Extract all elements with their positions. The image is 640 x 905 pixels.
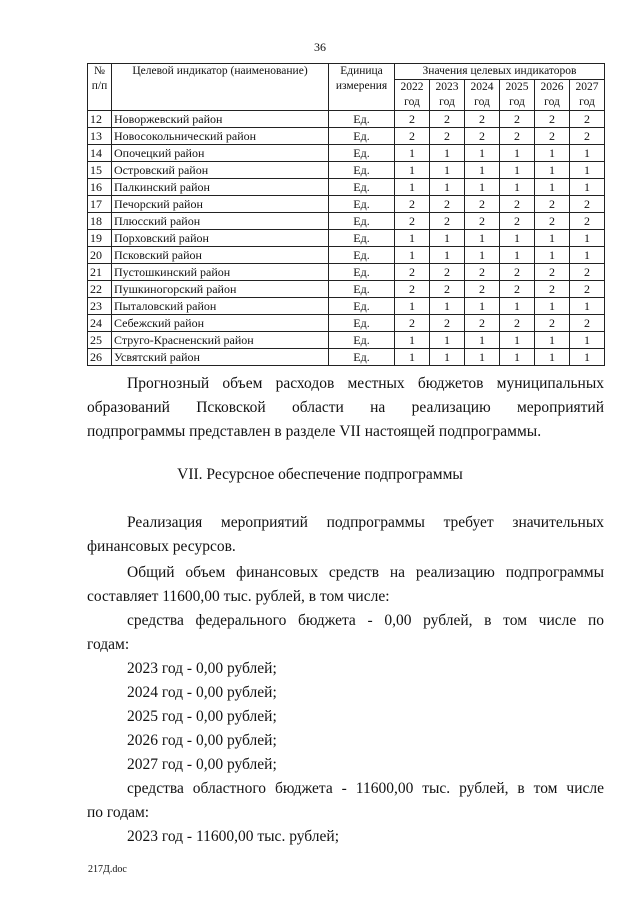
- row-name: Струго-Красненский район: [112, 332, 329, 349]
- header-year-suffix: год: [439, 96, 455, 108]
- row-value: 2: [535, 213, 570, 230]
- row-num: 22: [88, 281, 112, 298]
- row-value: 2: [500, 264, 535, 281]
- row-value: 1: [500, 332, 535, 349]
- header-year-suffix: год: [474, 96, 490, 108]
- row-value: 1: [395, 332, 430, 349]
- row-num: 23: [88, 298, 112, 315]
- row-unit: Ед.: [329, 128, 395, 145]
- table-row: [88, 145, 605, 162]
- row-unit: Ед.: [329, 213, 395, 230]
- row-unit: Ед.: [329, 162, 395, 179]
- indicators-table: [87, 63, 605, 366]
- row-value: 1: [535, 247, 570, 264]
- row-num: 14: [88, 145, 112, 162]
- row-name: Пушкиногорский район: [112, 281, 329, 298]
- row-value: 2: [430, 111, 465, 128]
- row-unit: Ед.: [329, 281, 395, 298]
- row-name: Печорский район: [112, 196, 329, 213]
- row-unit: Ед.: [329, 145, 395, 162]
- row-name: Новоржевский район: [112, 111, 329, 128]
- page-number: 36: [314, 40, 326, 54]
- row-value: 1: [465, 162, 500, 179]
- row-value: 2: [535, 281, 570, 298]
- row-num: 20: [88, 247, 112, 264]
- row-value: 2: [570, 111, 605, 128]
- row-value: 1: [465, 230, 500, 247]
- row-value: 1: [570, 298, 605, 315]
- row-unit: Ед.: [329, 179, 395, 196]
- row-value: 1: [395, 162, 430, 179]
- row-value: 1: [500, 145, 535, 162]
- row-value: 2: [535, 264, 570, 281]
- header-year-value: 2022: [400, 81, 424, 93]
- header-year: [430, 80, 465, 111]
- header-year-value: 2023: [435, 81, 459, 93]
- regional-years-list: [87, 825, 604, 849]
- row-value: 1: [430, 162, 465, 179]
- row-value: 1: [465, 298, 500, 315]
- table-row: [88, 264, 605, 281]
- row-unit: Ед.: [329, 298, 395, 315]
- row-value: 1: [500, 247, 535, 264]
- row-name: Опочецкий район: [112, 145, 329, 162]
- row-value: 1: [465, 247, 500, 264]
- row-value: 2: [500, 213, 535, 230]
- row-value: 2: [430, 196, 465, 213]
- row-unit: Ед.: [329, 230, 395, 247]
- row-unit: Ед.: [329, 264, 395, 281]
- total-paragraph: Общий объем финансовых средств на реализацию подпрограммы составляет 11600,00 тыс. рублей, в том числе:: [87, 564, 604, 605]
- row-name: Себежский район: [112, 315, 329, 332]
- row-value: 2: [430, 128, 465, 145]
- header-year: [535, 80, 570, 111]
- row-value: 1: [570, 162, 605, 179]
- row-value: 2: [465, 111, 500, 128]
- row-value: 1: [500, 162, 535, 179]
- row-name: Палкинский район: [112, 179, 329, 196]
- header-year: [465, 80, 500, 111]
- row-value: 2: [535, 111, 570, 128]
- row-value: 2: [395, 111, 430, 128]
- header-unit: Единица измерения: [329, 64, 395, 111]
- row-value: 2: [395, 281, 430, 298]
- row-value: 2: [465, 196, 500, 213]
- federal-year-item: 2025 год - 0,00 рублей;: [127, 708, 277, 725]
- row-num: 16: [88, 179, 112, 196]
- row-value: 2: [395, 315, 430, 332]
- row-value: 2: [500, 111, 535, 128]
- row-value: 1: [535, 332, 570, 349]
- row-value: 1: [500, 298, 535, 315]
- row-name: Псковский район: [112, 247, 329, 264]
- row-name: Новосокольнический район: [112, 128, 329, 145]
- row-value: 1: [500, 179, 535, 196]
- row-value: 2: [395, 264, 430, 281]
- federal-year-item: 2024 год - 0,00 рублей;: [127, 684, 277, 701]
- row-value: 1: [570, 332, 605, 349]
- header-year-suffix: год: [544, 96, 560, 108]
- header-year-suffix: год: [404, 96, 420, 108]
- row-value: 1: [430, 179, 465, 196]
- regional-year-item: 2023 год - 11600,00 тыс. рублей;: [127, 828, 339, 845]
- table-row: [88, 247, 605, 264]
- row-unit: Ед.: [329, 332, 395, 349]
- header-year: [570, 80, 605, 111]
- row-num: 25: [88, 332, 112, 349]
- table-row: [88, 111, 605, 128]
- regional-paragraph: средства областного бюджета - 11600,00 тыс. рублей, в том числе по годам:: [87, 780, 604, 821]
- row-value: 2: [535, 128, 570, 145]
- row-value: 2: [500, 315, 535, 332]
- row-value: 2: [430, 264, 465, 281]
- header-year-value: 2027: [575, 81, 599, 93]
- row-value: 2: [570, 128, 605, 145]
- row-name: Плюсский район: [112, 213, 329, 230]
- table-row: [88, 332, 605, 349]
- row-value: 2: [465, 213, 500, 230]
- row-name: Пустошкинский район: [112, 264, 329, 281]
- row-value: 2: [570, 196, 605, 213]
- header-year-value: 2025: [505, 81, 529, 93]
- row-num: 18: [88, 213, 112, 230]
- footer-filename: 217Д.doc: [88, 864, 127, 875]
- row-num: 26: [88, 349, 112, 366]
- row-unit: Ед.: [329, 349, 395, 366]
- row-unit: Ед.: [329, 315, 395, 332]
- row-value: 1: [570, 230, 605, 247]
- header-num: № п/п: [88, 64, 112, 111]
- row-value: 2: [395, 213, 430, 230]
- row-unit: Ед.: [329, 111, 395, 128]
- table-row: [88, 128, 605, 145]
- row-num: 13: [88, 128, 112, 145]
- row-value: 2: [570, 281, 605, 298]
- row-value: 1: [395, 230, 430, 247]
- federal-years-list: [87, 657, 604, 777]
- row-value: 1: [430, 349, 465, 366]
- row-value: 1: [395, 298, 430, 315]
- row-value: 2: [430, 213, 465, 230]
- table-row: [88, 281, 605, 298]
- row-num: 15: [88, 162, 112, 179]
- row-value: 2: [465, 128, 500, 145]
- federal-paragraph: средства федерального бюджета - 0,00 рублей, в том числе по годам:: [87, 612, 604, 653]
- row-value: 1: [395, 145, 430, 162]
- table-row: [88, 213, 605, 230]
- row-num: 21: [88, 264, 112, 281]
- row-value: 2: [570, 264, 605, 281]
- federal-year-item: 2023 год - 0,00 рублей;: [127, 660, 277, 677]
- row-num: 24: [88, 315, 112, 332]
- row-value: 1: [465, 145, 500, 162]
- row-value: 1: [570, 247, 605, 264]
- row-name: Усвятский район: [112, 349, 329, 366]
- header-year-suffix: год: [509, 96, 525, 108]
- table-row: [88, 349, 605, 366]
- row-value: 1: [535, 298, 570, 315]
- row-value: 1: [535, 230, 570, 247]
- resource-paragraph: Реализация мероприятий подпрограммы требует значительных финансовых ресурсов.: [87, 514, 604, 555]
- row-name: Пыталовский район: [112, 298, 329, 315]
- header-year: [395, 80, 430, 111]
- row-value: 1: [465, 349, 500, 366]
- row-value: 2: [465, 315, 500, 332]
- row-value: 2: [570, 315, 605, 332]
- header-indicator: Целевой индикатор (наименование): [112, 64, 329, 111]
- row-value: 2: [395, 196, 430, 213]
- table-row: [88, 179, 605, 196]
- row-value: 1: [395, 247, 430, 264]
- table-row: [88, 315, 605, 332]
- row-value: 1: [535, 349, 570, 366]
- row-unit: Ед.: [329, 247, 395, 264]
- row-unit: Ед.: [329, 196, 395, 213]
- row-value: 1: [570, 145, 605, 162]
- row-name: Порховский район: [112, 230, 329, 247]
- table-row: [88, 162, 605, 179]
- row-num: 17: [88, 196, 112, 213]
- federal-year-item: 2026 год - 0,00 рублей;: [127, 732, 277, 749]
- row-value: 1: [430, 298, 465, 315]
- row-value: 1: [465, 179, 500, 196]
- row-value: 1: [535, 162, 570, 179]
- table-row: [88, 196, 605, 213]
- federal-year-item: 2027 год - 0,00 рублей;: [127, 756, 277, 773]
- row-value: 2: [430, 315, 465, 332]
- row-value: 1: [570, 179, 605, 196]
- row-value: 2: [430, 281, 465, 298]
- row-value: 1: [535, 145, 570, 162]
- row-value: 2: [500, 196, 535, 213]
- row-value: 2: [570, 213, 605, 230]
- row-value: 2: [500, 281, 535, 298]
- row-value: 1: [430, 332, 465, 349]
- row-value: 2: [535, 196, 570, 213]
- row-value: 2: [500, 128, 535, 145]
- row-num: 12: [88, 111, 112, 128]
- section-heading: VII. Ресурсное обеспечение подпрограммы: [177, 466, 463, 483]
- row-value: 1: [500, 230, 535, 247]
- row-name: Островский район: [112, 162, 329, 179]
- row-value: 1: [535, 179, 570, 196]
- table-row: [88, 298, 605, 315]
- row-value: 2: [395, 128, 430, 145]
- header-year: [500, 80, 535, 111]
- header-year-value: 2024: [470, 81, 494, 93]
- row-value: 1: [430, 247, 465, 264]
- header-values-group: Значения целевых индикаторов: [395, 64, 605, 80]
- table-row: [88, 230, 605, 247]
- row-value: 1: [430, 230, 465, 247]
- row-value: 2: [465, 264, 500, 281]
- forecast-paragraph: Прогнозный объем расходов местных бюджетов муниципальных образований Псковской области на реализацию мероприятий подпрограммы представлен в разделе VII настоящей подпрограммы.: [87, 375, 604, 440]
- row-value: 2: [465, 281, 500, 298]
- row-value: 1: [570, 349, 605, 366]
- header-year-value: 2026: [540, 81, 564, 93]
- row-value: 1: [395, 179, 430, 196]
- row-value: 1: [395, 349, 430, 366]
- row-value: 1: [500, 349, 535, 366]
- row-value: 2: [535, 315, 570, 332]
- row-num: 19: [88, 230, 112, 247]
- row-value: 1: [430, 145, 465, 162]
- row-value: 1: [465, 332, 500, 349]
- header-year-suffix: год: [579, 96, 595, 108]
